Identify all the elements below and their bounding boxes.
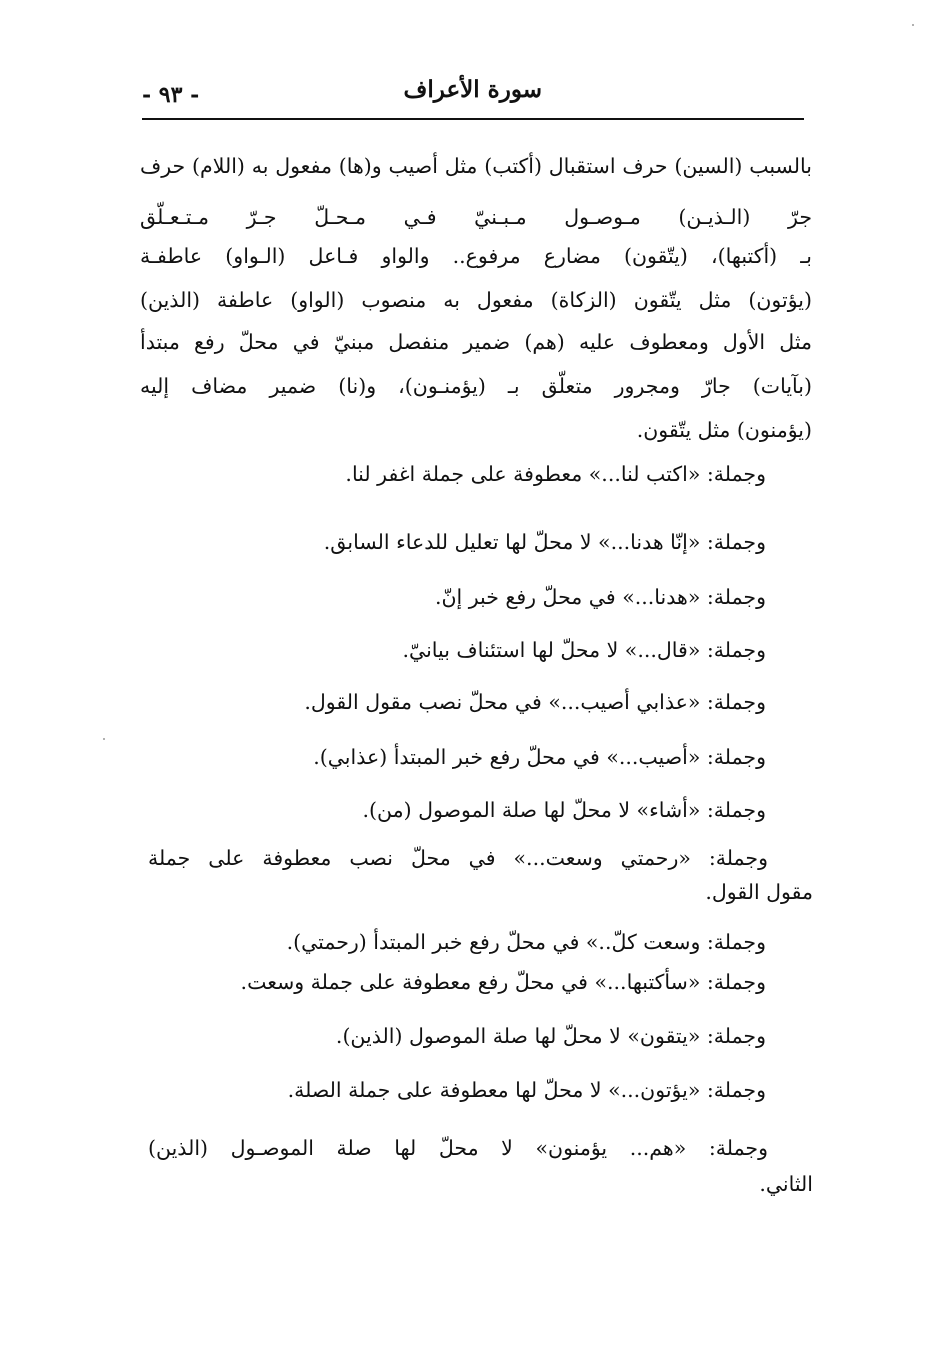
sentence-analysis-entry: وجملة: «اكتب لنا...» معطوفة على جملة اغفر لنا. <box>345 462 766 486</box>
sentence-analysis-entry: وجملة: «يتقون» لا محلّ لها صلة الموصول (الذين). <box>335 1024 766 1048</box>
paragraph-line: مثل الأول ومعطوف عليه (هم) ضمير منفصل مبنيّ في محلّ رفع مبتدأ <box>140 330 812 354</box>
page-header <box>142 72 804 112</box>
scan-speck <box>103 738 105 740</box>
sentence-analysis-entry: وجملة: «سأكتبها...» في محلّ رفع معطوفة على جملة وسعت. <box>240 970 766 994</box>
page-number: - ٩٣ - <box>142 82 200 108</box>
sentence-analysis-entry: وجملة: «هدنا...» في محلّ رفع خبر إنّ. <box>434 585 766 609</box>
surah-title: سورة الأعراف <box>403 76 542 103</box>
paragraph-line: (يؤمنون) مثل يتّقون. <box>636 418 812 442</box>
sentence-analysis-entry: وجملة: «إنّا هدنا...» لا محلّ لها تعليل للدعاء السابق. <box>323 530 766 554</box>
paragraph-line: (بآيات) جارّ ومجرور متعلّق بـ (يؤمنـون)، و(نا) ضمير مضاف إليه <box>140 374 812 398</box>
sentence-analysis-entry: وجملة: «هم... يؤمنون» لا محلّ لها صلة الموصـول (الذين) <box>148 1136 768 1160</box>
sentence-analysis-entry: وجملة: «رحمتي وسعت...» في محلّ نصب معطوفة على جملة <box>148 846 768 870</box>
paragraph-line: جرّ (الـذيـن) مـوصـول مـبـنيّ فـي مـحـلّ جـرّ مـتـعـلّق <box>140 205 812 229</box>
sentence-analysis-entry: وجملة: «أصيب...» في محلّ رفع خبر المبتدأ (عذابي). <box>313 745 766 769</box>
paragraph-line: بالسبب (السين) حرف استقبال (أكتب) مثل أصيب و(ها) مفعول به (اللام) حرف <box>140 154 812 178</box>
sentence-analysis-entry: وجملة: وسعت كلّ..» في محلّ رفع خبر المبتدأ (رحمتي). <box>286 930 766 954</box>
entry-continuation: الثاني. <box>759 1172 813 1196</box>
sentence-analysis-entry: وجملة: «عذابي أصيب...» في محلّ نصب مقول القول. <box>304 690 766 714</box>
sentence-analysis-entry: وجملة: «أشاء» لا محلّ لها صلة الموصول (من). <box>362 798 766 822</box>
sentence-analysis-entry: وجملة: «يؤتون...» لا محلّ لها معطوفة على جملة الصلة. <box>287 1078 766 1102</box>
entry-continuation: مقول القول. <box>705 880 813 904</box>
paragraph-line: بـ (أكتبها)، (يتّقون) مضارع مرفوع.. والواو فـاعل (الـواو) عاطفـة <box>140 244 812 268</box>
paragraph-line: (يؤتون) مثل يتّقون (الزكاة) مفعول به منصوب (الواو) عاطفة (الذين) <box>140 288 812 312</box>
scan-speck <box>912 24 914 26</box>
header-divider <box>142 118 804 120</box>
grammar-paragraph <box>140 150 812 450</box>
sentence-analysis-entry: وجملة: «قال...» لا محلّ لها استئناف بيانيّ. <box>402 638 766 662</box>
